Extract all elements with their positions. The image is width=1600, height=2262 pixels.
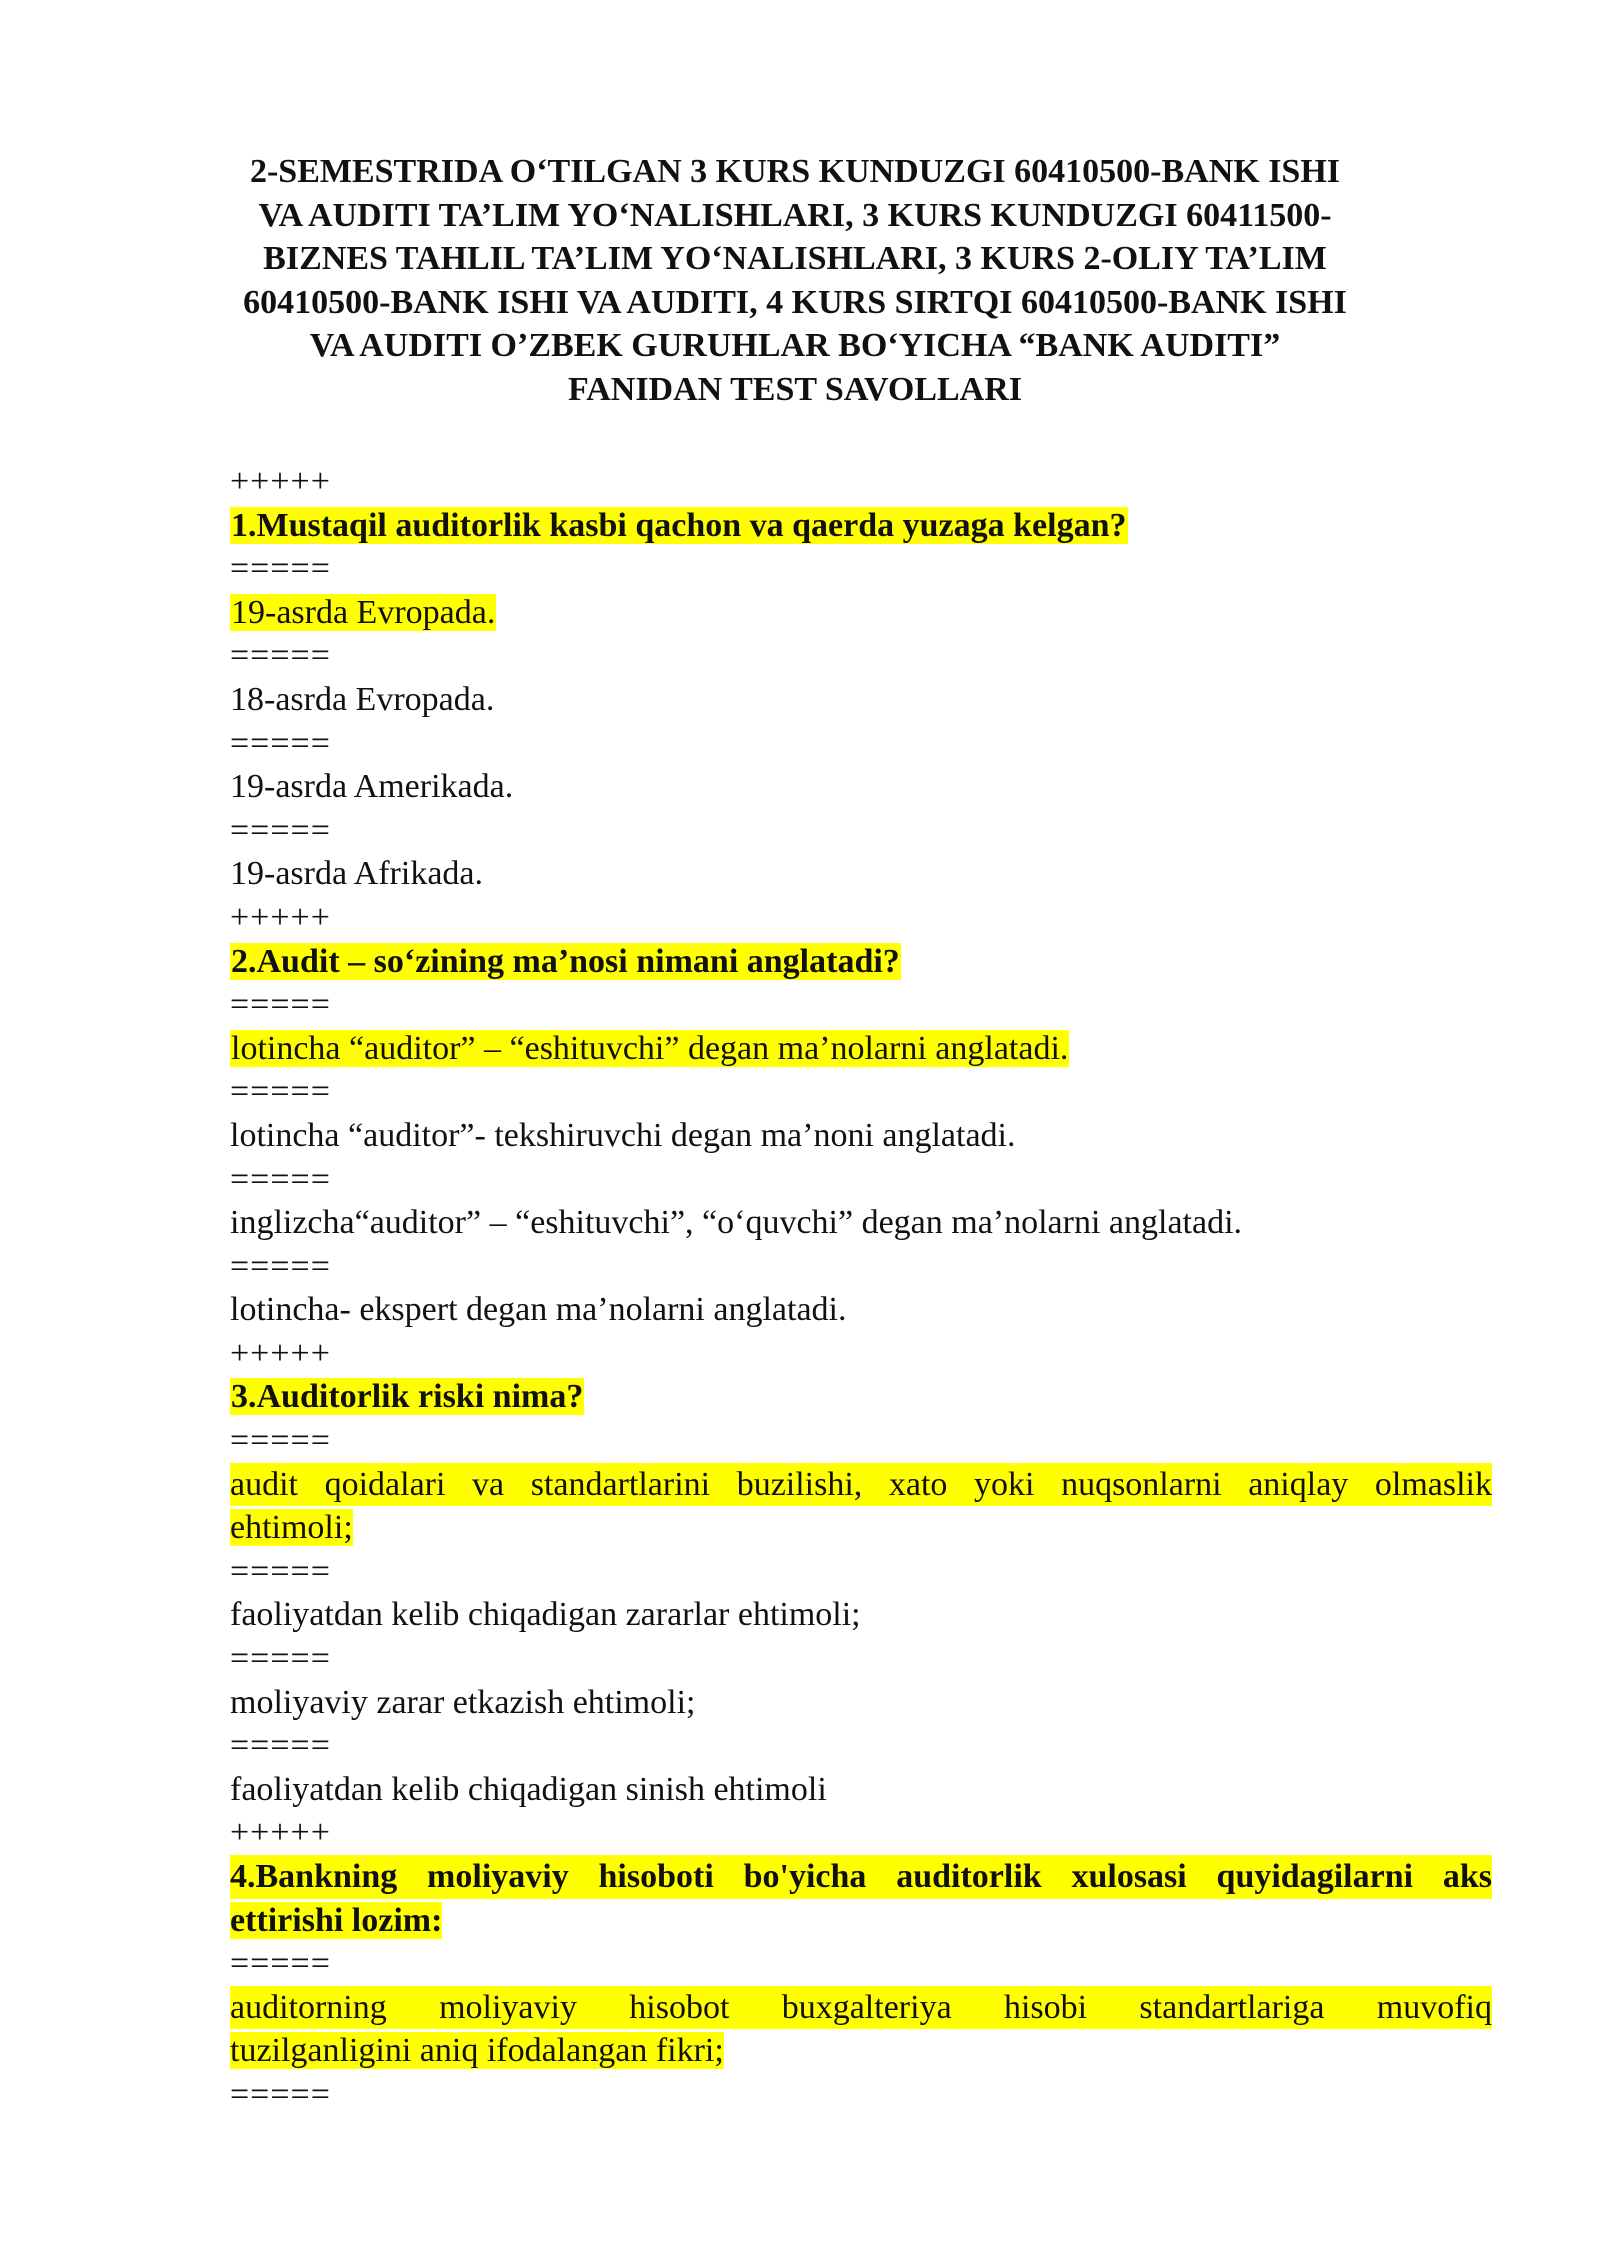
answer-marker: ===== xyxy=(230,1552,331,1590)
answer-text: ehtimoli; xyxy=(230,1509,353,1547)
answer-marker: ===== xyxy=(230,811,331,849)
question-text: 1.Mustaqil auditorlik kasbi qachon va qaerda yuzaga kelgan? xyxy=(231,506,1127,544)
answer-option: lotincha “auditor”- tekshiruvchi degan ma’noni anglatadi. xyxy=(230,1116,1016,1154)
question-text: 3.Auditorlik riski nima? xyxy=(231,1378,584,1416)
question-marker: +++++ xyxy=(230,463,331,500)
answer-text: lotincha “auditor” – “eshituvchi” degan ma’nolarni anglatadi. xyxy=(231,1029,1069,1067)
answer-correct xyxy=(230,1986,1492,2073)
answer-text: 19-asrda Evropada. xyxy=(231,593,496,631)
question-marker: +++++ xyxy=(230,898,331,936)
title-line: 2-SEMESTRIDA O‘TILGAN 3 KURS KUNDUZGI 60410500-BANK ISHI xyxy=(249,153,1341,190)
title-line: FANIDAN TEST SAVOLLARI xyxy=(567,370,1023,408)
answer-option: inglizcha“auditor” – “eshituvchi”, “o‘quvchi” degan ma’nolarni anglatadi. xyxy=(230,1204,1243,1242)
answer-marker: ===== xyxy=(230,550,331,588)
title-line: VA AUDITI TA’LIM YO‘NALISHLARI, 3 KURS KUNDUZGI 60411500- xyxy=(258,196,1332,234)
answer-text-line: auditorning moliyaviy hisobot buxgalteriya hisobi standartlariga muvofiq xyxy=(230,1986,1492,2030)
answer-text-line-last xyxy=(230,1506,1492,1550)
question-marker: +++++ xyxy=(230,1814,331,1852)
answer-option: lotincha- ekspert degan ma’nolarni anglatadi. xyxy=(230,1291,847,1329)
question-4 xyxy=(230,1855,1492,1942)
title-line: BIZNES TAHLIL TA’LIM YO‘NALISHLARI, 3 KURS 2-OLIY TA’LIM xyxy=(263,240,1327,278)
answer-option: faoliyatdan kelib chiqadigan zararlar ehtimoli; xyxy=(230,1596,861,1634)
answer-option: 19-asrda Afrikada. xyxy=(230,855,484,893)
answer-marker: ===== xyxy=(230,724,331,762)
answer-text: tuzilganligini aniq ifodalangan fikri; xyxy=(230,2032,724,2070)
answer-marker: ===== xyxy=(230,637,331,675)
question-3 xyxy=(230,1375,1492,1419)
answer-correct xyxy=(230,1463,1492,1550)
test-questions xyxy=(230,460,1492,2117)
answer-correct xyxy=(230,1027,1492,1071)
answer-marker: ===== xyxy=(230,1160,331,1198)
answer-option: 19-asrda Amerikada. xyxy=(230,768,514,806)
title-line: 60410500-BANK ISHI VA AUDITI, 4 KURS SIRTQI 60410500-BANK ISHI xyxy=(243,283,1347,321)
document-title xyxy=(200,150,1390,412)
answer-marker: ===== xyxy=(230,1247,331,1285)
answer-text-line: audit qoidalari va standartlarini buzilishi, xato yoki nuqsonlarni aniqlay olmaslik xyxy=(230,1463,1492,1507)
answer-option: moliyaviy zarar etkazish ehtimoli; xyxy=(230,1683,696,1721)
answer-option: 18-asrda Evropada. xyxy=(230,680,495,718)
title-line: VA AUDITI O’ZBEK GURUHLAR BO‘YICHA “BANK AUDITI” xyxy=(309,327,1281,365)
answer-option: faoliyatdan kelib chiqadigan sinish ehtimoli xyxy=(230,1770,827,1808)
answer-marker: ===== xyxy=(230,1073,331,1111)
question-text-line-last xyxy=(230,1899,1492,1943)
answer-marker: ===== xyxy=(230,2075,331,2113)
answer-text-line-last xyxy=(230,2029,1492,2073)
answer-marker: ===== xyxy=(230,986,331,1024)
answer-marker: ===== xyxy=(230,1727,331,1765)
question-2 xyxy=(230,940,1492,984)
answer-marker: ===== xyxy=(230,1640,331,1678)
answer-correct xyxy=(230,591,1492,635)
answer-marker: ===== xyxy=(230,1422,331,1460)
answer-marker: ===== xyxy=(230,1945,331,1983)
question-marker: +++++ xyxy=(230,1334,331,1372)
question-text: ettirishi lozim: xyxy=(230,1901,443,1939)
question-text: 2.Audit – so‘zining ma’nosi nimani anglatadi? xyxy=(231,942,900,980)
question-text-line: 4.Bankning moliyaviy hisoboti bo'yicha auditorlik xulosasi quyidagilarni aks xyxy=(230,1855,1492,1899)
question-1 xyxy=(230,504,1492,548)
